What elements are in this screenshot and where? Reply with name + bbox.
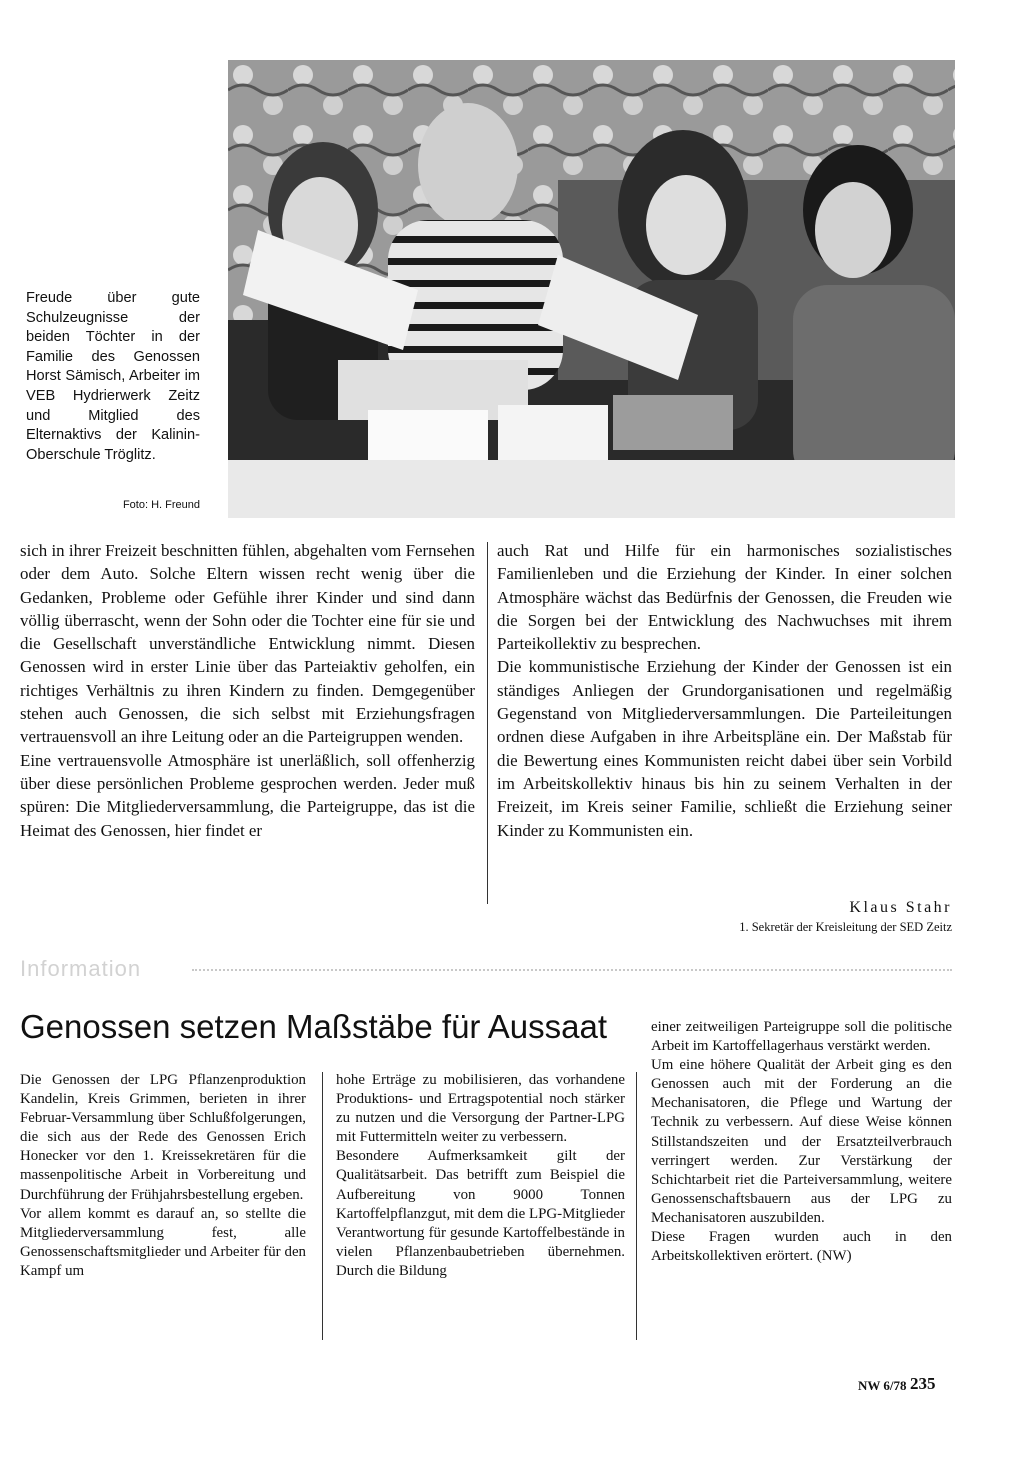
story-headline: Genossen setzen Maßstäbe für Aussaat [20, 1008, 607, 1045]
article-column-2 [497, 539, 952, 842]
story-paragraph: Diese Fragen wurden auch in den Arbeitskollektiven erörtert. (NW) [651, 1229, 952, 1265]
story-column-3 [651, 1018, 952, 1266]
story-paragraph: Die Genossen der LPG Pflanzenproduktion Kandelin, Kreis Grimmen, berieten in ihrer Februar-Versammlung über Schlußfolgerungen, die sich aus der Rede des Genossen Erich Honecker vor den 1. Kreissekretären für die massenpolitische Arbeit in Vorbereitung und Durchführung der Frühjahrsbestellung ergeben. [20, 1072, 306, 1203]
story-paragraph: einer zeitweiligen Parteigruppe soll die politische Arbeit im Kartoffellagerhaus verstärkt werden. [651, 1019, 952, 1055]
story-paragraph: Um eine höhere Qualität der Arbeit ging es den Genossen auch mit der Forderung an die Mechanisatoren, die Pflege und Wartung der Technik zu verbessern. Auf diese Weise können Stillstandszeiten und der Ersatzteilverbrauch verringert werden. Zur Verstärkung der Schichtarbeit riet die Parteiversammlung, weitere Genossenschaftsbauern aus der LPG zu Mechanisatoren auszubilden. [651, 1057, 952, 1226]
column-divider [487, 542, 488, 904]
story-column-2 [336, 1071, 625, 1281]
photo-credit: Foto: H. Freund [122, 499, 200, 511]
column-divider [636, 1072, 637, 1340]
article-paragraph: Eine vertrauensvolle Atmosphäre ist unerläßlich, soll offenherzig über diese persönlichen Probleme gesprochen werden. Jeder muß spüren: Die Mitgliederversammlung, die Parteigruppe, das ist die Heimat des Genossen, hier findet er [20, 750, 475, 840]
author-name: Klaus Stahr [849, 899, 952, 916]
article-paragraph: auch Rat und Hilfe für ein harmonisches sozialistisches Familienleben und die Erziehung der Kinder. In einer solchen Atmosphäre wächst das Bedürfnis der Genossen, die Freuden wie die Sorgen bei der Entwicklung des Nachwuchses mit ihrem Parteikollektiv zu besprechen. [497, 541, 952, 654]
photo-caption: Freude über gute Schulzeugnisse der beiden Töchter in der Familie des Genossen Horst Sämisch, Arbeiter im VEB Hydrierwerk Zeitz und Mitglied des Elternaktivs der Kalinin-Oberschule Tröglitz. [26, 290, 200, 463]
issue-reference: NW 6/78 [858, 1378, 907, 1393]
story-paragraph: Besondere Aufmerksamkeit gilt der Qualitätsarbeit. Das betrifft zum Beispiel die Aufbereitung von 9000 Tonnen Kartoffelpflanzgut, mit dem die LPG-Mitglieder Verantwortung für gesunde Kartoffelbestände in vielen Pflanzenbaubetrieben übernehmen. Durch die Bildung [336, 1148, 625, 1279]
story-column-1 [20, 1071, 306, 1281]
article-paragraph: sich in ihrer Freizeit beschnitten fühlen, abgehalten vom Fernsehen oder dem Auto. Solche Eltern wissen recht wenig über die Gedanken, Probleme oder Gefühle ihrer Kinder und sind dann völlig überrascht, wenn der Sohn oder die Tochter eine für sie und die Gesellschaft unverständliche Entwicklung nimmt. Diesen Genossen wird in erster Linie über das Parteiaktiv geholfen, ein richtiges Verhältnis zu ihren Kindern zu finden. Demgegenüber stehen auch Genossen, die sich selbst mit Erziehungsfragen vertrauensvoll an ihre Leitung oder an die Parteigruppen wenden. [20, 541, 475, 747]
author-role: 1. Sekretär der Kreisleitung der SED Zeitz [739, 920, 952, 934]
story-paragraph: Vor allem kommt es darauf an, so stellte die Mitgliederversammlung fest, alle Genossenschaftsmitglieder und Arbeiter für den Kampf um [20, 1205, 306, 1279]
family-photo [228, 60, 955, 518]
article-column-1 [20, 539, 475, 842]
page-number: 235 [910, 1374, 936, 1393]
section-label: Information [20, 956, 142, 981]
family-photo-illustration [228, 60, 955, 518]
article-paragraph: Die kommunistische Erziehung der Kinder der Genossen ist ein ständiges Anliegen der Grundorganisationen und regelmäßig Gegenstand von Mitgliederversammlungen. Die Parteileitungen ordnen diese Aufgaben in ihre Arbeitspläne ein. Der Maßstab für die Bewertung eines Kommunisten reicht dabei über sein Vorbild im Arbeitskollektiv hinaus bis hin zu seinem Verhalten in der Freizeit, im Kreis seiner Familie, schließt die Erziehung seiner Kinder zu Kommunisten ein. [497, 657, 952, 840]
column-divider [322, 1072, 323, 1340]
story-paragraph: hohe Erträge zu mobilisieren, das vorhandene Produktions- und Ertragspotential noch stärker zu nutzen und die Versorgung der Partner-LPG mit Futtermitteln weiter zu verbessern. [336, 1072, 625, 1146]
section-rule [192, 969, 952, 971]
